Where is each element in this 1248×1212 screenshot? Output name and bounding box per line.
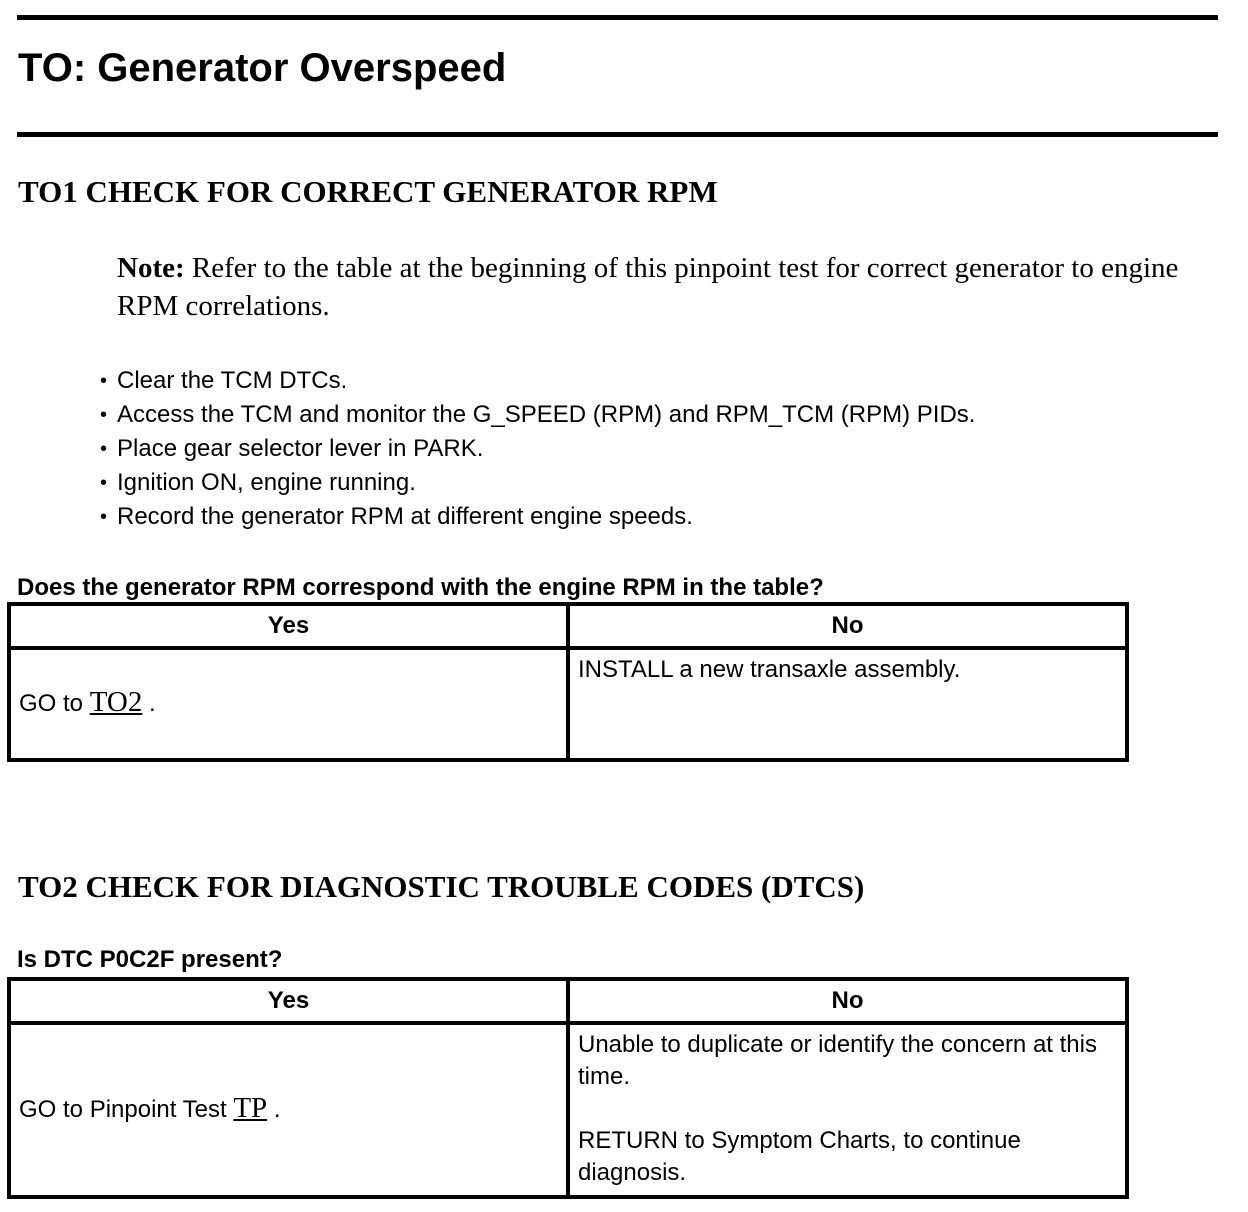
link-to2[interactable]: TO2 [89, 686, 143, 718]
page-title: TO: Generator Overspeed [18, 46, 507, 90]
no-text-2: RETURN to Symptom Charts, to continue diagnosis. [578, 1127, 1021, 1186]
column-header-no: No [568, 604, 1127, 648]
no-cell [568, 1023, 1127, 1197]
link-tp[interactable]: TP [233, 1092, 268, 1124]
decision-table-to1 [7, 602, 1129, 762]
table-row [9, 648, 1127, 760]
list-item: • Ignition ON, engine running. [100, 466, 975, 500]
column-header-yes: Yes [9, 604, 568, 648]
column-header-yes: Yes [9, 979, 568, 1023]
note-label: Note: [117, 252, 185, 284]
title-rule [17, 132, 1218, 137]
column-header-no: No [568, 979, 1127, 1023]
yes-prefix: GO to Pinpoint Test [19, 1096, 227, 1123]
table-row [9, 1023, 1127, 1197]
decision-table-to2 [7, 977, 1129, 1199]
list-item: • Place gear selector lever in PARK. [100, 432, 975, 466]
note [117, 249, 1217, 325]
no-cell [568, 648, 1127, 760]
step-heading-to2: TO2 CHECK FOR DIAGNOSTIC TROUBLE CODES (DTCS) [18, 869, 865, 904]
no-text: INSTALL a new transaxle assembly. [578, 656, 961, 683]
yes-cell [9, 648, 568, 760]
list-item: • Clear the TCM DTCs. [100, 364, 975, 398]
list-item: • Record the generator RPM at different engine speeds. [100, 500, 975, 534]
yes-cell [9, 1023, 568, 1197]
no-text-1: Unable to duplicate or identify the concern at this time. [578, 1031, 1097, 1090]
top-rule [17, 15, 1218, 20]
yes-suffix: . [273, 1096, 281, 1123]
question-to1: Does the generator RPM correspond with the engine RPM in the table? [17, 574, 824, 601]
yes-prefix: GO to [19, 690, 84, 717]
question-to2: Is DTC P0C2F present? [17, 946, 283, 973]
yes-suffix: . [149, 690, 156, 717]
step-heading-to1: TO1 CHECK FOR CORRECT GENERATOR RPM [18, 174, 718, 209]
note-text: Refer to the table at the beginning of this pinpoint test for correct generator to engine RPM correlations. [117, 252, 1179, 322]
list-item: • Access the TCM and monitor the G_SPEED (RPM) and RPM_TCM (RPM) PIDs. [100, 398, 975, 432]
instruction-list [100, 364, 975, 534]
